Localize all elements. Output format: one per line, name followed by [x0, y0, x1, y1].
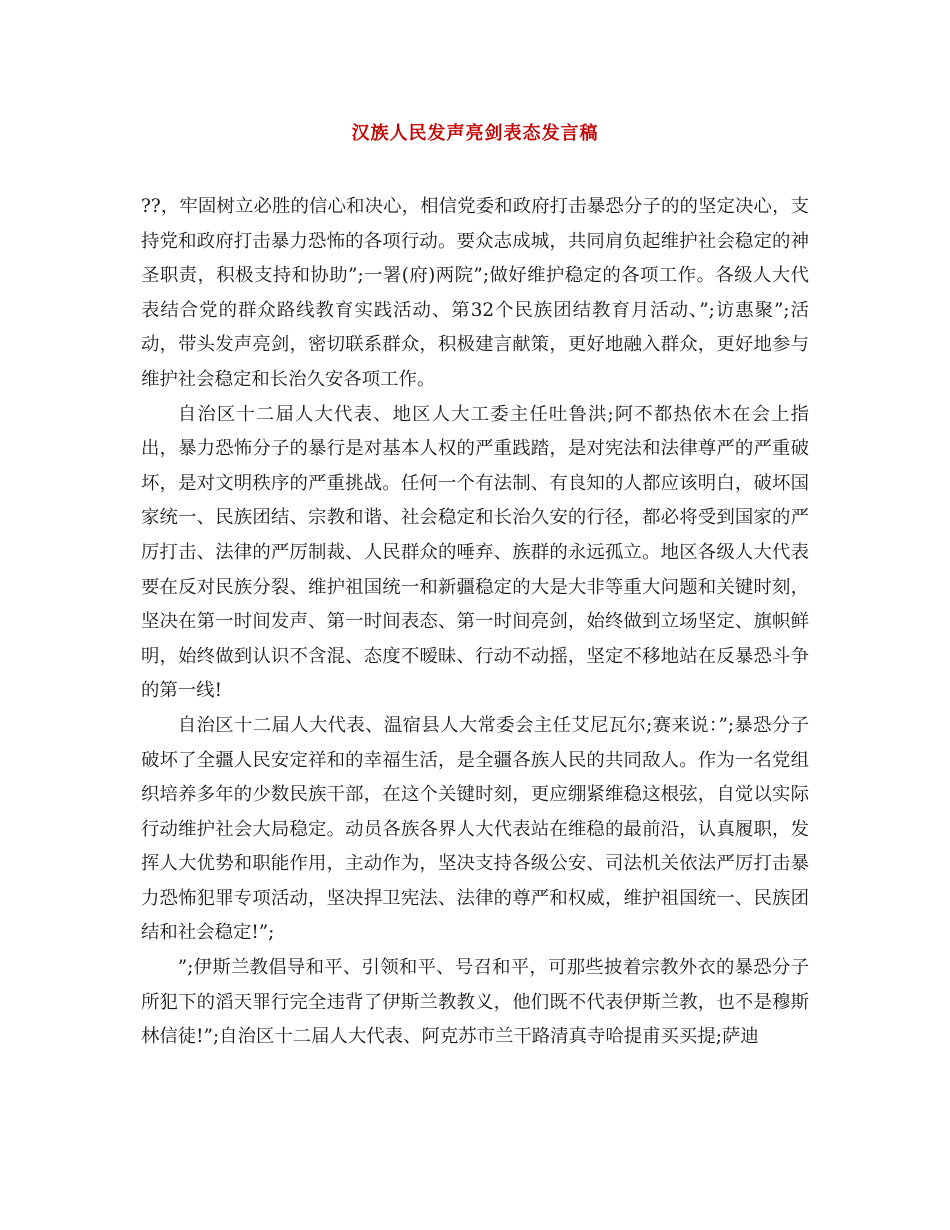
paragraph-4: ”;伊斯兰教倡导和平、引领和平、号召和平，可那些披着宗教外衣的暴恐分子所犯下的滔天罪行完全违背了伊斯兰教教义，他们既不代表伊斯兰教，也不是穆斯林信徒!”;自治区十二届人大代表、阿克苏市兰干路清真寺哈提甫买买提;萨迪 [141, 957, 809, 1048]
paragraph-1: ??，牢固树立必胜的信心和决心，相信党委和政府打击暴恐分子的的坚定决心，支持党和政府打击暴力恐怖的各项行动。要众志成城，共同肩负起维护社会稳定的神圣职责，积极支持和协助”;一署(府)两院”;做好维护稳定的各项工作。各级人大代表结合党的群众路线教育实践活动、第32个民族团结教育月活动、”;访惠聚”;活动，带头发声亮剑，密切联系群众，积极建言献策，更好地融入群众，更好地参与维护社会稳定和长治久安各项工作。 [141, 196, 809, 390]
document-body [141, 190, 809, 1055]
document-title: 汉族人民发声亮剑表态发言稿 [351, 123, 599, 144]
paragraph-3: 自治区十二届人大代表、温宿县人大常委会主任艾尼瓦尔;赛来说：”;暴恐分子破坏了全疆人民安定祥和的幸福生活，是全疆各族人民的共同敌人。作为一名党组织培养多年的少数民族干部，在这个关键时刻，更应绷紧维稳这根弦，自觉以实际行动维护社会大局稳定。动员各族各界人大代表站在维稳的最前沿，认真履职，发挥人大优势和职能作用，主动作为，坚决支持各级公安、司法机关依法严厉打击暴力恐怖犯罪专项活动，坚决捍卫宪法、法律的尊严和权威，维护祖国统一、民族团结和社会稳定!”; [141, 714, 809, 944]
paragraph-2: 自治区十二届人大代表、地区人大工委主任吐鲁洪;阿不都热依木在会上指出，暴力恐怖分子的暴行是对基本人权的严重践踏，是对宪法和法律尊严的严重破坏，是对文明秩序的严重挑战。任何一个有法制、有良知的人都应该明白，破坏国家统一、民族团结、宗教和谐、社会稳定和长治久安的行径，都必将受到国家的严厉打击、法律的严厉制裁、人民群众的唾弃、族群的永远孤立。地区各级人大代表要在反对民族分裂、维护祖国统一和新疆稳定的大是大非等重大问题和关键时刻，坚决在第一时间发声、第一时间表态、第一时间亮剑，始终做到立场坚定、旗帜鲜明，始终做到认识不含混、态度不暧昧、行动不动摇，坚定不移地站在反暴恐斗争的第一线! [141, 403, 809, 702]
